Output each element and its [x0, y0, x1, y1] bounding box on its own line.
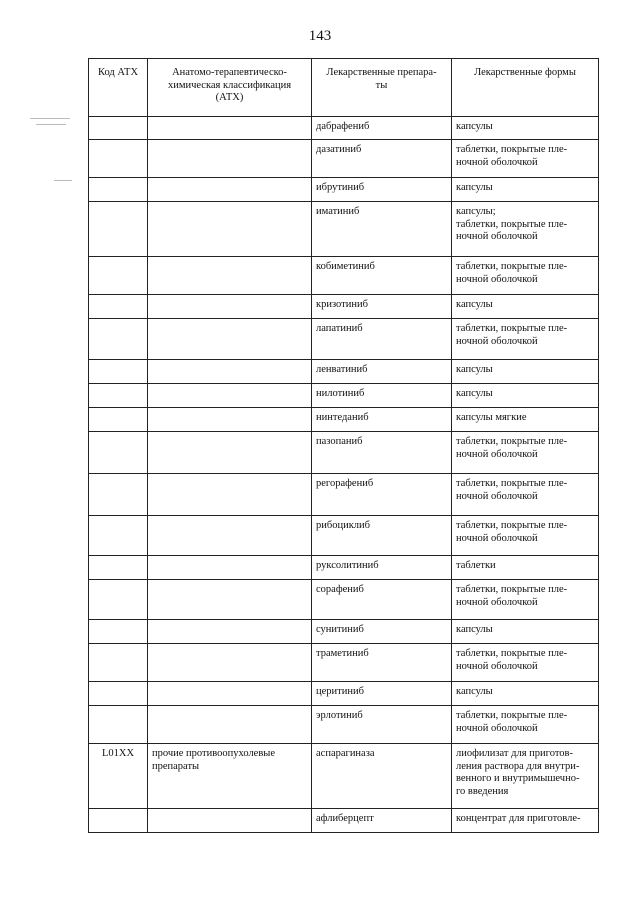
drug-cell: дазатиниб — [312, 140, 452, 178]
form-cell: капсулы мягкие — [452, 408, 599, 432]
table-row — [89, 516, 599, 556]
form-cell: капсулы — [452, 117, 599, 140]
table-row — [89, 408, 599, 432]
drug-cell: лапатиниб — [312, 319, 452, 360]
classification-cell — [148, 644, 312, 682]
table-row — [89, 432, 599, 474]
header-drugs: Лекарственные препара- ты — [312, 59, 452, 117]
form-cell: таблетки, покрытые пле- ночной оболочкой — [452, 432, 599, 474]
table-row — [89, 474, 599, 516]
code-cell — [89, 809, 148, 833]
drug-cell: рибоциклиб — [312, 516, 452, 556]
table-row — [89, 706, 599, 744]
classification-cell — [148, 474, 312, 516]
code-cell — [89, 408, 148, 432]
drug-cell: афлиберцепт — [312, 809, 452, 833]
drug-cell: нинтеданиб — [312, 408, 452, 432]
code-cell — [89, 706, 148, 744]
form-cell: таблетки, покрытые пле- ночной оболочкой — [452, 319, 599, 360]
classification-cell — [148, 384, 312, 408]
drug-cell: иматиниб — [312, 202, 452, 257]
code-cell — [89, 140, 148, 178]
form-cell: таблетки — [452, 556, 599, 580]
form-cell: капсулы — [452, 178, 599, 202]
code-cell — [89, 644, 148, 682]
header-classification: Анатомо-терапевтическо- химическая классификация (АТХ) — [148, 59, 312, 117]
header-forms: Лекарственные формы — [452, 59, 599, 117]
form-cell: капсулы — [452, 360, 599, 384]
drug-cell: аспарагиназа — [312, 744, 452, 809]
classification-cell — [148, 809, 312, 833]
code-cell — [89, 295, 148, 319]
table-row — [89, 295, 599, 319]
table-row — [89, 140, 599, 178]
table-row — [89, 682, 599, 706]
table-row — [89, 644, 599, 682]
drug-cell: нилотиниб — [312, 384, 452, 408]
classification-cell — [148, 257, 312, 295]
form-cell: таблетки, покрытые пле- ночной оболочкой — [452, 474, 599, 516]
scan-artifact — [54, 180, 72, 181]
drug-cell: церитиниб — [312, 682, 452, 706]
drug-cell: дабрафениб — [312, 117, 452, 140]
table-row — [89, 744, 599, 809]
header-code: Код АТХ — [89, 59, 148, 117]
classification-cell — [148, 408, 312, 432]
code-cell: L01XX — [89, 744, 148, 809]
form-cell: капсулы — [452, 682, 599, 706]
form-cell: таблетки, покрытые пле- ночной оболочкой — [452, 140, 599, 178]
classification-cell: прочие противоопухолевые препараты — [148, 744, 312, 809]
code-cell — [89, 202, 148, 257]
table-row — [89, 360, 599, 384]
classification-cell — [148, 682, 312, 706]
code-cell — [89, 620, 148, 644]
drug-cell: сорафениб — [312, 580, 452, 620]
form-cell: капсулы — [452, 295, 599, 319]
scan-artifact — [36, 124, 66, 125]
classification-cell — [148, 117, 312, 140]
form-cell: капсулы; таблетки, покрытые пле- ночной оболочкой — [452, 202, 599, 257]
code-cell — [89, 257, 148, 295]
table-row — [89, 257, 599, 295]
classification-cell — [148, 620, 312, 644]
table-row — [89, 202, 599, 257]
classification-cell — [148, 556, 312, 580]
form-cell: таблетки, покрытые пле- ночной оболочкой — [452, 580, 599, 620]
drug-cell: руксолитиниб — [312, 556, 452, 580]
code-cell — [89, 432, 148, 474]
form-cell: таблетки, покрытые пле- ночной оболочкой — [452, 516, 599, 556]
classification-cell — [148, 706, 312, 744]
scan-artifact — [30, 118, 70, 119]
classification-cell — [148, 295, 312, 319]
table-row — [89, 809, 599, 833]
table-row — [89, 384, 599, 408]
drug-cell: траметиниб — [312, 644, 452, 682]
code-cell — [89, 360, 148, 384]
code-cell — [89, 556, 148, 580]
drug-cell: ленватиниб — [312, 360, 452, 384]
table-row — [89, 556, 599, 580]
drug-cell: пазопаниб — [312, 432, 452, 474]
classification-cell — [148, 319, 312, 360]
form-cell: таблетки, покрытые пле- ночной оболочкой — [452, 644, 599, 682]
classification-cell — [148, 178, 312, 202]
code-cell — [89, 516, 148, 556]
classification-cell — [148, 516, 312, 556]
atc-drug-table — [88, 58, 599, 833]
code-cell — [89, 682, 148, 706]
classification-cell — [148, 432, 312, 474]
code-cell — [89, 474, 148, 516]
form-cell: концентрат для приготовле- — [452, 809, 599, 833]
form-cell: таблетки, покрытые пле- ночной оболочкой — [452, 706, 599, 744]
table-row — [89, 580, 599, 620]
page-number: 143 — [308, 28, 332, 44]
table-row — [89, 319, 599, 360]
drug-cell: эрлотиниб — [312, 706, 452, 744]
classification-cell — [148, 580, 312, 620]
table-row — [89, 178, 599, 202]
drug-cell: регорафениб — [312, 474, 452, 516]
table-row — [89, 117, 599, 140]
drug-cell: кобиметиниб — [312, 257, 452, 295]
form-cell: капсулы — [452, 620, 599, 644]
table-row — [89, 620, 599, 644]
code-cell — [89, 580, 148, 620]
classification-cell — [148, 140, 312, 178]
code-cell — [89, 319, 148, 360]
form-cell: таблетки, покрытые пле- ночной оболочкой — [452, 257, 599, 295]
classification-cell — [148, 202, 312, 257]
code-cell — [89, 178, 148, 202]
form-cell: лиофилизат для приготов- ления раствора для внутри- венного и внутримышечно- го введения — [452, 744, 599, 809]
code-cell — [89, 384, 148, 408]
classification-cell — [148, 360, 312, 384]
drug-cell: сунитиниб — [312, 620, 452, 644]
table-header-row — [89, 59, 599, 117]
drug-cell: ибрутиниб — [312, 178, 452, 202]
form-cell: капсулы — [452, 384, 599, 408]
code-cell — [89, 117, 148, 140]
drug-cell: кризотиниб — [312, 295, 452, 319]
